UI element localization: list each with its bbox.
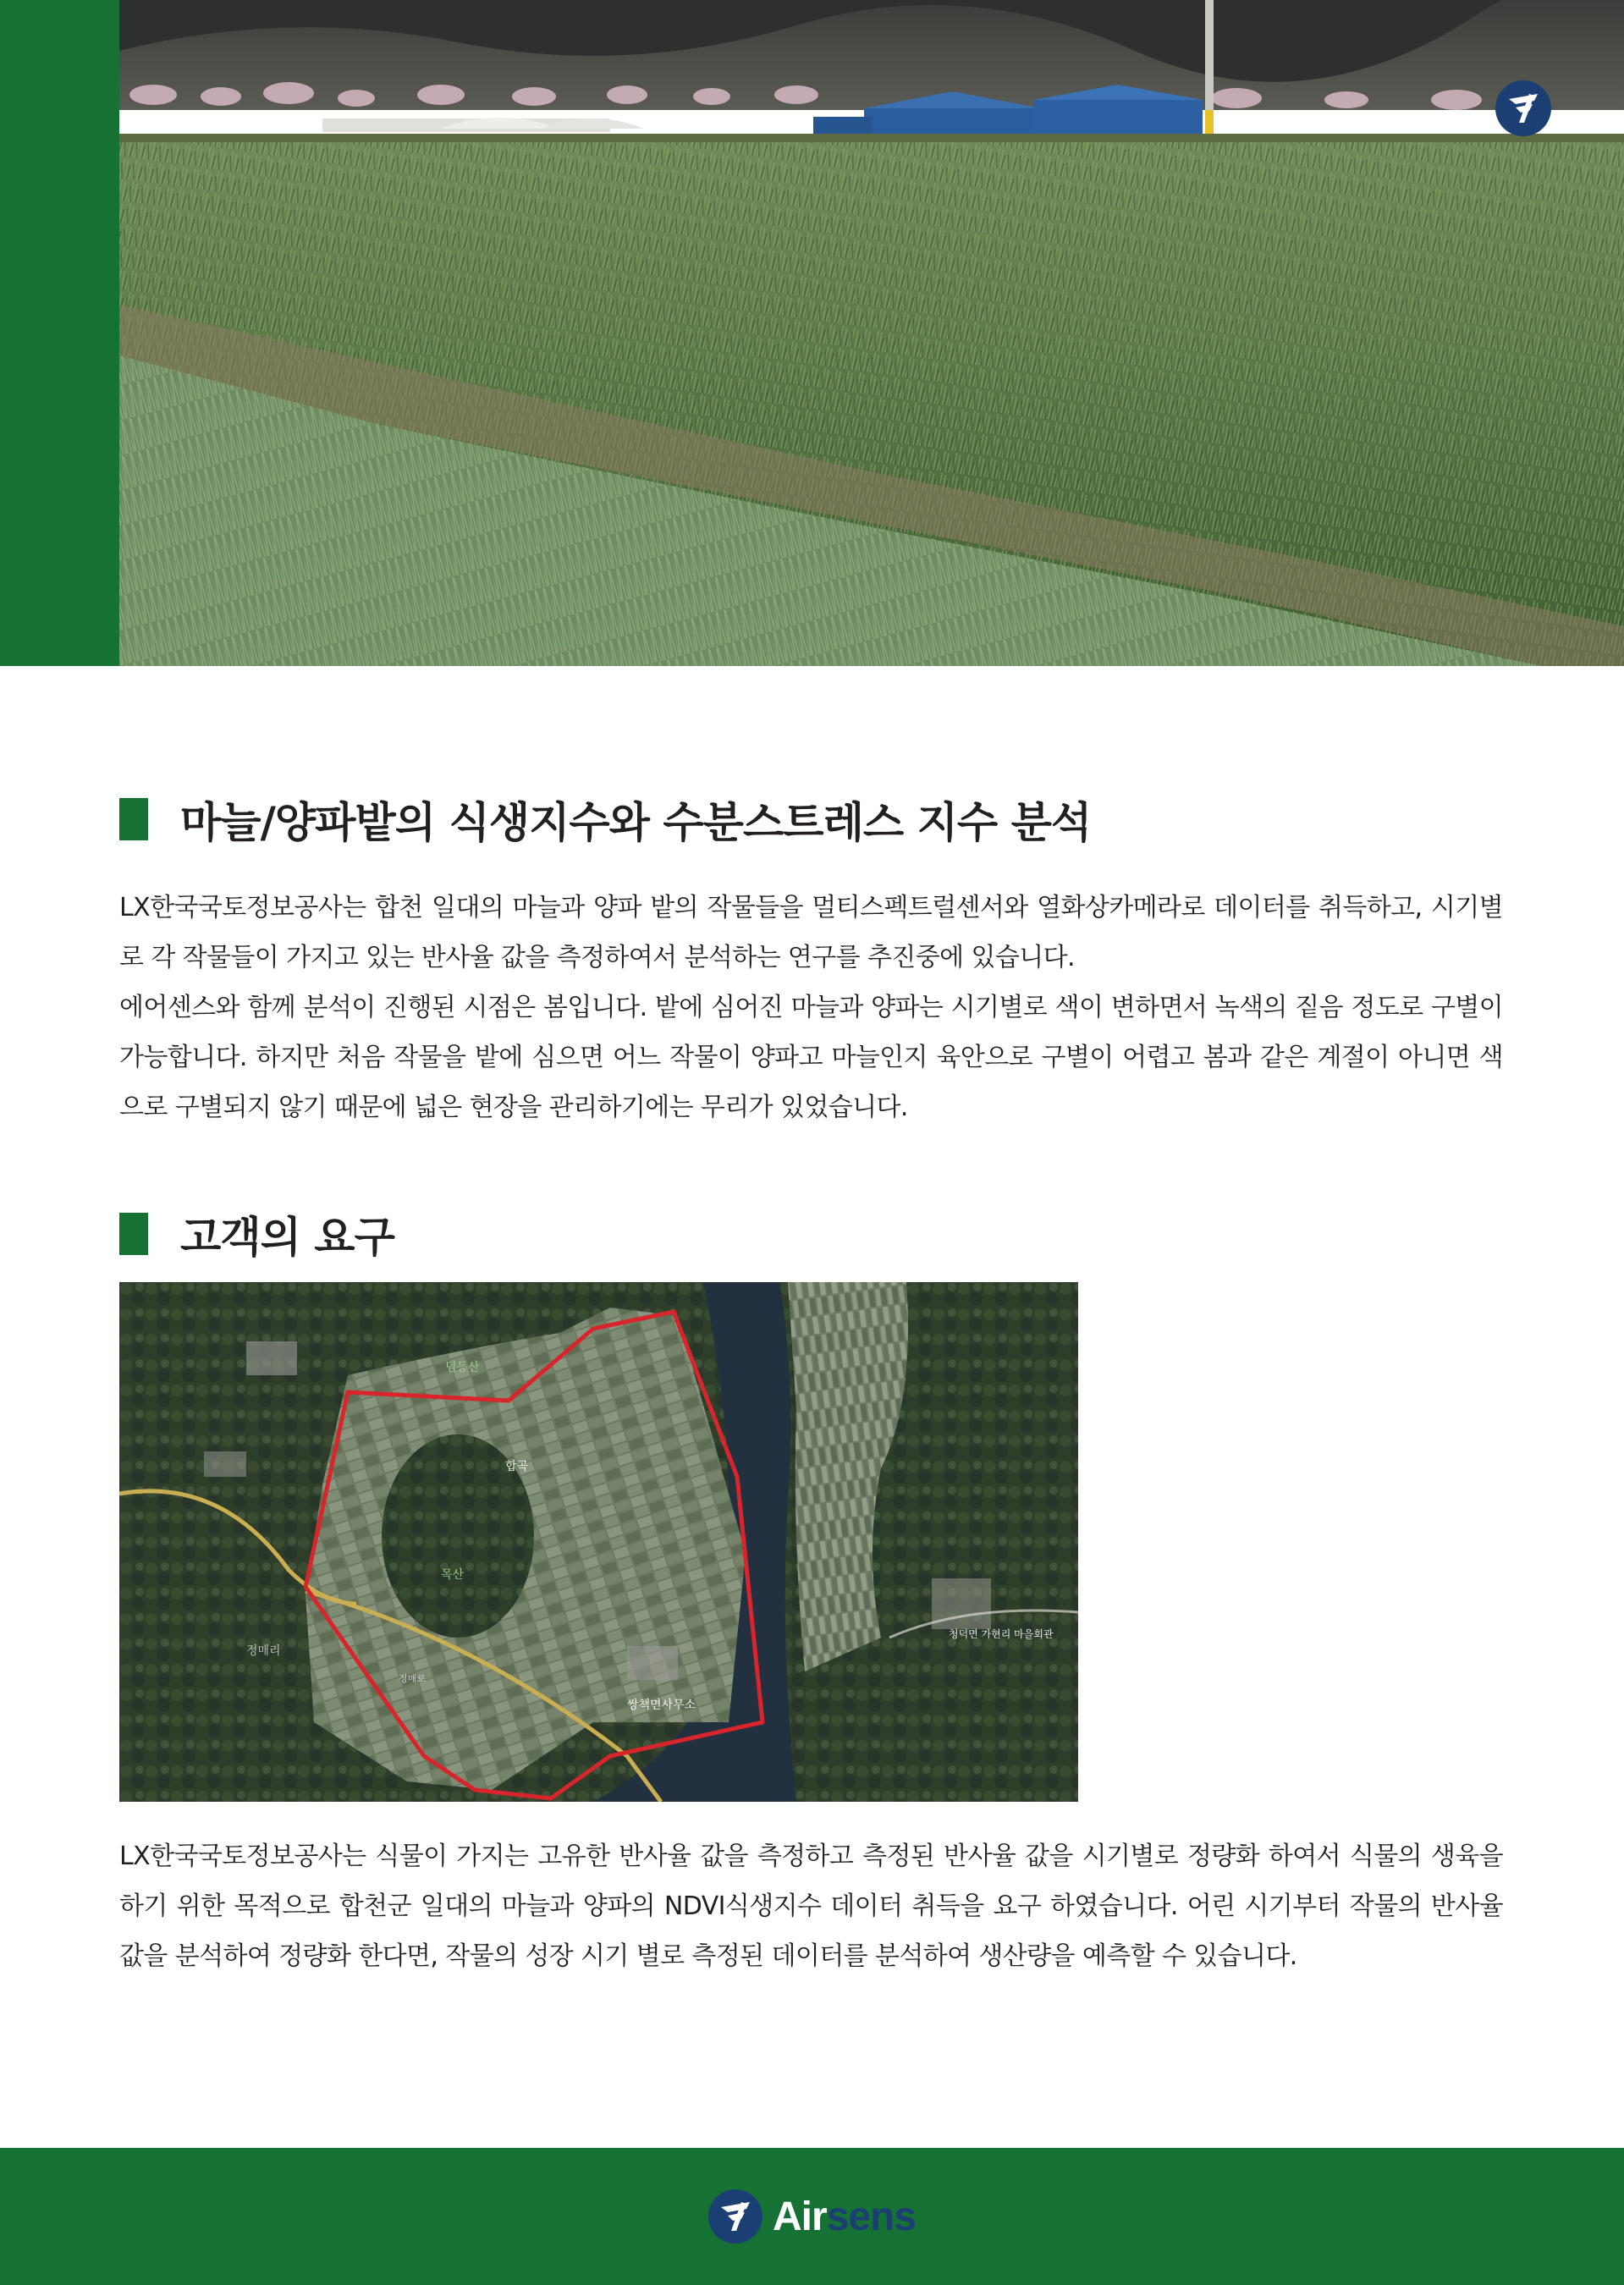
section1-body xyxy=(119,883,1503,1132)
brand-part-air: Air xyxy=(772,2194,827,2239)
paragraph: LX한국국토정보공사는 식물이 가지는 고유한 반사율 값을 측정하고 측정된 반사율 값을 시기별로 정량화 하여서 식물의 생육을 하기 위한 목적으로 합천군 일대의 마늘과 양파의 NDVI식생지수 데이터 취득을 요구 하였습니다. 어린 시기부터 작물의 반사율 값을 분석하여 정량화 한다면, 작물의 성장 시기 별로 측정된 데이터를 분석하여 생산량을 예측할 수 있습니다. xyxy=(119,1842,1503,1971)
map-label-road: 정매로 xyxy=(399,1673,426,1684)
section-heading-analysis xyxy=(119,789,1091,850)
paragraph: 에어센스와 함께 분석이 진행된 시점은 봄입니다. 밭에 심어진 마늘과 양파는 시기별로 색이 변하면서 녹색의 짙음 정도로 구별이 가능합니다. 하지만 처음 작물을 밭에 심으면 어느 작물이 양파고 마늘인지 육안으로 구별이 어렵고 봄과 같은 계절이 아니면 색으로 구별되지 않기 때문에 넓은 현장을 관리하기에는 무리가 있었습니다. xyxy=(119,993,1503,1122)
map-label-right-office: 청덕면 가현리 마을회관 xyxy=(949,1628,1054,1640)
map-label-peak: 목산 xyxy=(441,1568,465,1582)
airsens-logo-icon xyxy=(1495,80,1551,136)
section-title: 고객의 요구 xyxy=(180,1213,394,1262)
footer-logo xyxy=(708,2189,916,2244)
satellite-map xyxy=(119,1282,1078,1802)
section-heading-requirements xyxy=(119,1203,394,1264)
section2-body xyxy=(119,1831,1503,1981)
field-photo xyxy=(119,0,1624,666)
brand-part-sens: sens xyxy=(826,2194,917,2239)
heading-marker xyxy=(119,798,148,840)
footer xyxy=(0,2148,1624,2285)
map-label-left: 정매리 xyxy=(246,1644,281,1658)
paragraph: LX한국국토정보공사는 합천 일대의 마늘과 양파 밭의 작물들을 멀티스펙트럴센서와 열화상카메라로 데이터를 취득하고, 시기별로 각 작물들이 가지고 있는 반사율 값을 측정하여서 분석하는 연구를 추진중에 있습니다. xyxy=(119,893,1503,972)
hero-banner xyxy=(0,0,1624,666)
map-label-mountain: 덤등산 xyxy=(445,1361,480,1374)
heading-marker xyxy=(119,1213,148,1255)
hero-accent-bar xyxy=(0,0,119,666)
map-label-center: 합곡 xyxy=(505,1460,529,1473)
map-label-office: 쌍책면사무소 xyxy=(627,1699,696,1712)
airsens-logo-icon xyxy=(708,2189,762,2244)
footer-brand-name xyxy=(773,2194,916,2240)
section-title: 마늘/양파밭의 식생지수와 수분스트레스 지수 분석 xyxy=(180,798,1092,847)
